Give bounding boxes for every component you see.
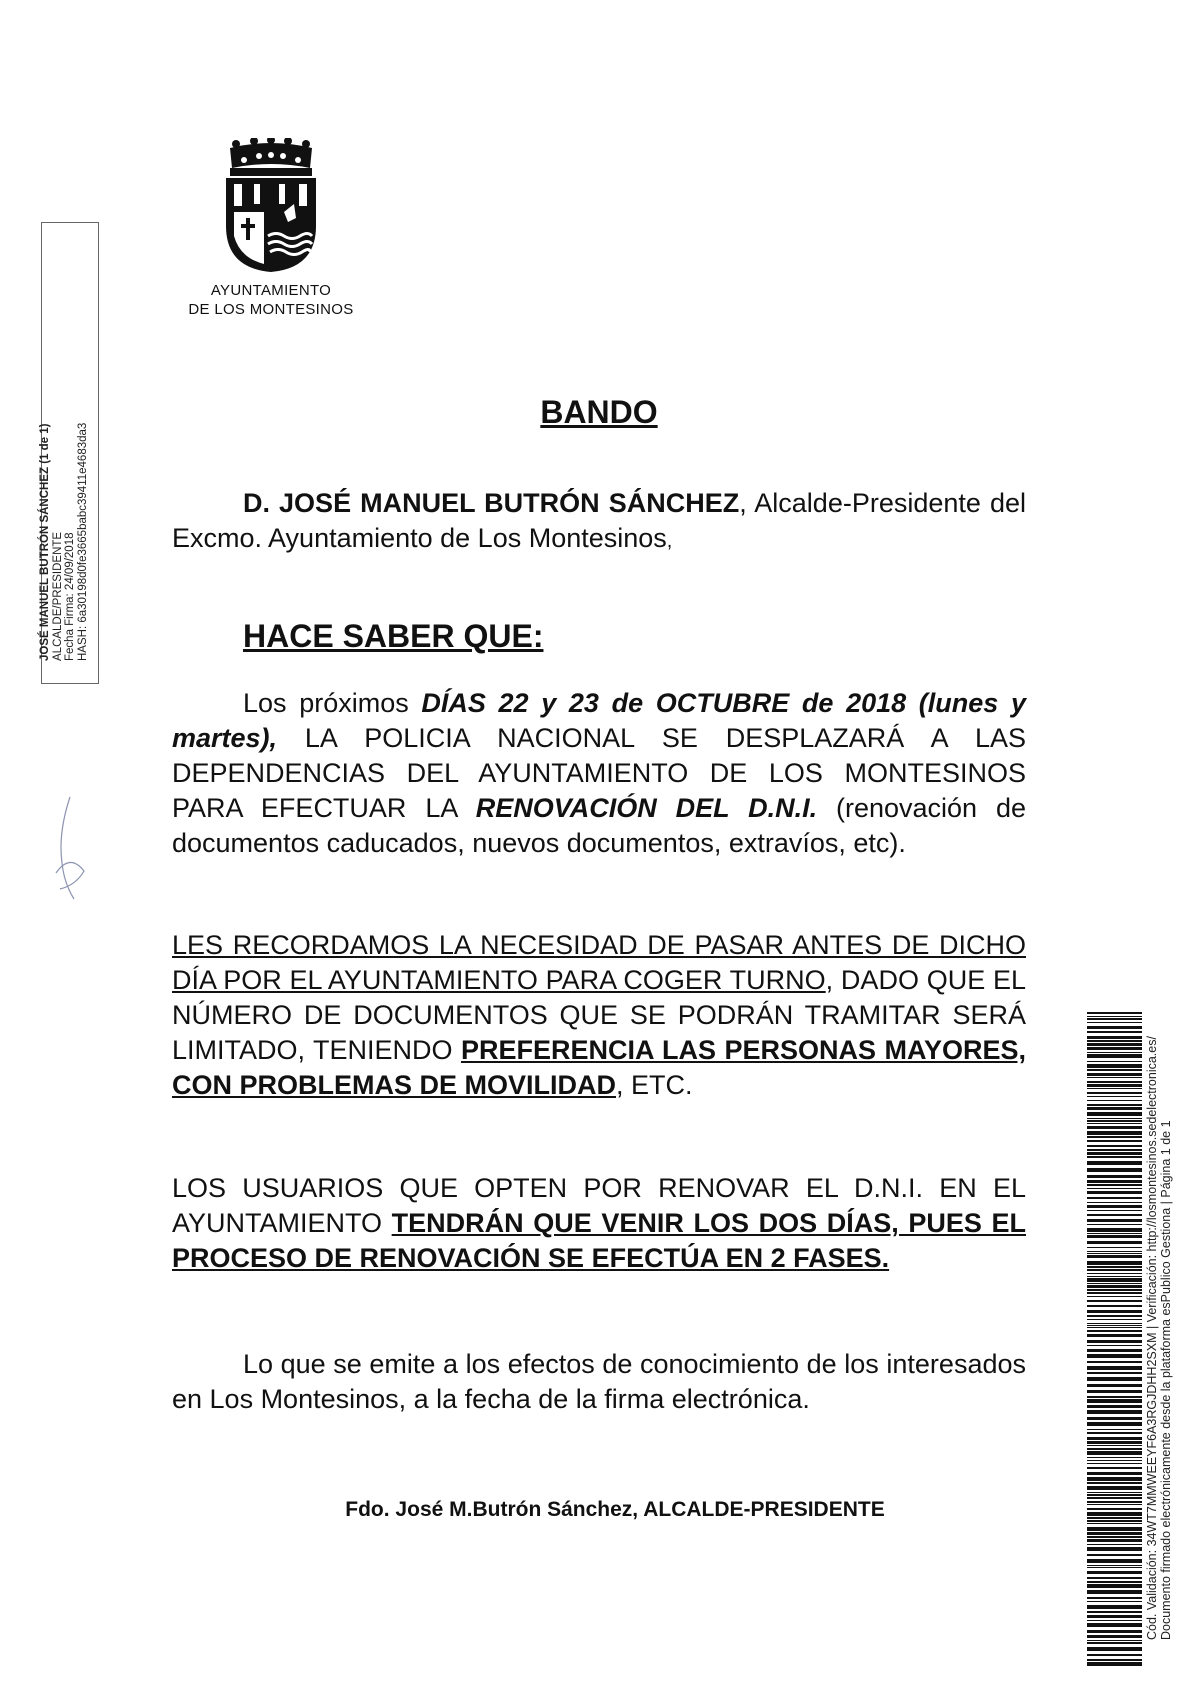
barcode-bar	[1087, 1662, 1142, 1666]
barcode-bar	[1087, 1405, 1142, 1408]
barcode-bar	[1087, 1261, 1142, 1265]
barcode-bar	[1087, 1492, 1142, 1493]
barcode-bar	[1087, 1396, 1142, 1398]
barcode-bar	[1087, 1448, 1142, 1450]
barcode-bar	[1087, 1451, 1142, 1455]
barcode-bar	[1087, 1191, 1142, 1194]
barcode-bar	[1087, 1390, 1142, 1393]
barcode-bar	[1087, 1536, 1142, 1538]
barcode-bar	[1087, 1100, 1142, 1101]
barcode-bar	[1087, 1340, 1142, 1343]
paragraph-issuer	[172, 486, 1026, 559]
barcode-bar	[1087, 1152, 1142, 1155]
barcode-bar	[1087, 1278, 1142, 1282]
barcode-bar	[1087, 1036, 1142, 1039]
barcode-bar	[1087, 1523, 1142, 1524]
barcode-bar	[1087, 1136, 1142, 1138]
barcode-bar	[1087, 1463, 1142, 1464]
barcode-bar	[1087, 1330, 1142, 1332]
barcode-bar	[1087, 1504, 1142, 1505]
barcode-bar	[1087, 1210, 1142, 1211]
barcode-bar	[1087, 1140, 1142, 1142]
barcode-bar	[1087, 1161, 1142, 1165]
barcode-bar	[1087, 1197, 1142, 1199]
barcode-bar	[1087, 1104, 1142, 1106]
barcode-bar	[1087, 1429, 1142, 1430]
barcode-bar	[1087, 1577, 1142, 1579]
barcode-bar	[1087, 1482, 1142, 1484]
barcode-bar	[1087, 1539, 1142, 1542]
section-heading: HACE SABER QUE:	[243, 618, 544, 654]
barcode-bar	[1087, 1366, 1142, 1370]
barcode-bar	[1087, 1554, 1142, 1556]
barcode-bar	[1087, 1532, 1142, 1535]
barcode-bar	[1087, 1460, 1142, 1461]
barcode-bar	[1087, 1296, 1142, 1297]
barcode-bar	[1087, 1289, 1142, 1291]
barcode-bar	[1087, 1064, 1142, 1068]
barcode-bar	[1087, 1512, 1142, 1516]
announcement-tail: (renovación de documentos caducados, nuevos documentos, extravíos, etc).	[172, 793, 1026, 858]
barcode-bar	[1087, 1310, 1142, 1313]
barcode-bar	[1087, 1180, 1142, 1183]
barcode-bar	[1087, 1517, 1142, 1519]
org-line-2: DE LOS MONTESINOS	[188, 301, 354, 318]
barcode-bar	[1087, 1026, 1142, 1029]
barcode-bar	[1087, 1590, 1142, 1594]
barcode-bar	[1087, 1088, 1142, 1089]
barcode-bar	[1087, 1251, 1142, 1252]
barcode-bar	[1087, 1601, 1142, 1602]
barcode-bar	[1087, 1253, 1142, 1254]
barcode-bar	[1087, 1377, 1142, 1381]
barcode-bar	[1087, 1092, 1142, 1094]
barcode-bar	[1087, 1647, 1142, 1651]
barcode-bar	[1087, 1486, 1142, 1490]
barcode-bar	[1087, 1410, 1142, 1414]
barcode-bar	[1087, 1571, 1142, 1574]
reminder-underlined: LES RECORDAMOS LA NECESIDAD DE PASAR ANTES DE DICHO DÍA POR EL AYUNTAMIENTO PARA COGER TURNO	[172, 930, 1026, 995]
barcode-bar	[1087, 1417, 1142, 1420]
barcode-bar	[1087, 1354, 1142, 1358]
barcode-bar	[1087, 1047, 1142, 1050]
reminder-tail: , ETC.	[616, 1070, 693, 1100]
barcode-bar	[1087, 1188, 1142, 1189]
barcode-bar	[1087, 1168, 1142, 1172]
barcode-bar	[1087, 1205, 1142, 1208]
barcode-bar	[1087, 1219, 1142, 1222]
barcode-bar	[1087, 1654, 1142, 1656]
validation-barcode	[1087, 1012, 1142, 1666]
barcode-bar	[1087, 1255, 1142, 1258]
stamp-hash: HASH: 6a30198d0fe3665babc39411e4683da3	[76, 422, 89, 661]
barcode-bar	[1087, 1520, 1142, 1522]
barcode-bar	[1087, 1184, 1142, 1186]
barcode-bar	[1087, 1235, 1142, 1238]
barcode-bar	[1087, 1118, 1142, 1119]
barcode-bar	[1087, 1241, 1142, 1244]
announcement-middle: LA POLICIA NACIONAL SE DESPLAZARÁ A LAS DEPENDENCIAS DEL AYUNTAMIENTO DE LOS MONTESINOS PARA EFECTUAR LA	[172, 723, 1026, 823]
barcode-bar	[1087, 1069, 1142, 1071]
barcode-bar	[1087, 1640, 1142, 1641]
barcode-bar	[1087, 1228, 1142, 1232]
barcode-bar	[1087, 1054, 1142, 1058]
barcode-bar	[1087, 1565, 1142, 1566]
validation-platform: Documento firmado electrónicamente desde la plataforma esPublico Gestiona | Página 1 de 1	[1159, 1120, 1173, 1640]
barcode-bar	[1087, 1659, 1142, 1661]
reminder-preference: PREFERENCIA LAS PERSONAS MAYORES, CON PROBLEMAS DE MOVILIDAD	[172, 1035, 1026, 1100]
barcode-bar	[1087, 1325, 1142, 1326]
barcode-bar	[1087, 1399, 1142, 1403]
barcode-bar	[1087, 1077, 1142, 1078]
barcode-bar	[1087, 1567, 1142, 1568]
barcode-bar	[1087, 1131, 1142, 1135]
barcode-bar	[1087, 1273, 1142, 1274]
barcode-bar	[1087, 1107, 1142, 1110]
org-line-1: AYUNTAMIENTO	[210, 282, 332, 299]
barcode-bar	[1087, 1319, 1142, 1320]
signature-line: Fdo. José M.Butrón Sánchez, ALCALDE-PRESIDENTE	[345, 1498, 885, 1521]
stamp-text	[39, 241, 89, 661]
barcode-bar	[1087, 1467, 1142, 1469]
stamp-date: Fecha Firma: 24/09/2018	[64, 532, 76, 661]
barcode-bar	[1087, 1472, 1142, 1475]
barcode-bar	[1087, 1615, 1142, 1618]
barcode-bar	[1087, 1620, 1142, 1621]
barcode-bar	[1087, 1527, 1142, 1531]
barcode-bar	[1087, 1422, 1142, 1426]
barcode-bar	[1087, 1040, 1142, 1042]
barcode-bar	[1087, 1269, 1142, 1271]
barcode-bar	[1087, 1581, 1142, 1583]
barcode-bar	[1087, 1605, 1142, 1609]
users-requirement: TENDRÁN QUE VENIR LOS DOS DÍAS, PUES EL PROCESO DE RENOVACIÓN SE EFECTÚA EN 2 FASES.	[172, 1208, 1026, 1273]
barcode-bar	[1087, 1156, 1142, 1158]
barcode-bar	[1087, 1323, 1142, 1324]
barcode-bar	[1087, 1477, 1142, 1481]
barcode-bar	[1087, 1642, 1142, 1644]
stamp-role: ALCALDE/PRESIDENTE	[51, 531, 64, 661]
barcode-bar	[1087, 1283, 1142, 1284]
issuer-comma: ,	[739, 488, 747, 518]
barcode-bar	[1087, 1061, 1142, 1062]
barcode-bar	[1087, 1334, 1142, 1337]
barcode-bar	[1087, 1501, 1142, 1503]
signature-stamp	[41, 222, 99, 684]
issuer-name: D. JOSÉ MANUEL BUTRÓN SÁNCHEZ	[243, 488, 740, 518]
barcode-bar	[1087, 1276, 1142, 1277]
document-title: BANDO	[540, 394, 658, 430]
barcode-bar	[1087, 1559, 1142, 1563]
reminder-middle: , DADO QUE EL NÚMERO DE DOCUMENTOS QUE SE PODRÁN TRAMITAR SERÁ LIMITADO, TENIENDO	[172, 965, 1026, 1065]
barcode-bar	[1087, 1305, 1142, 1307]
barcode-bar	[1087, 1584, 1142, 1588]
barcode-bar	[1087, 1494, 1142, 1496]
validation-text	[1145, 1000, 1173, 1640]
barcode-bar	[1087, 1233, 1142, 1234]
paragraph-closing	[172, 1347, 1026, 1417]
barcode-bar	[1087, 1084, 1142, 1087]
barcode-bar	[1087, 1508, 1142, 1510]
barcode-bar	[1087, 1327, 1142, 1328]
barcode-bar	[1087, 1123, 1142, 1124]
barcode-bar	[1087, 1457, 1142, 1458]
barcode-bar	[1087, 1623, 1142, 1627]
barcode-bar	[1087, 1018, 1142, 1020]
barcode-bar	[1087, 1432, 1142, 1434]
barcode-bar	[1087, 1544, 1142, 1545]
barcode-bar	[1087, 1445, 1142, 1446]
barcode-bar	[1087, 1224, 1142, 1225]
barcode-bar	[1087, 1052, 1142, 1053]
barcode-bar	[1087, 1315, 1142, 1317]
barcode-bar	[1087, 1497, 1142, 1499]
barcode-bar	[1087, 1345, 1142, 1346]
barcode-bar	[1087, 1016, 1142, 1017]
barcode-bar	[1087, 1266, 1142, 1268]
barcode-bar	[1087, 1384, 1142, 1387]
barcode-bar	[1087, 1372, 1142, 1374]
stamp-signer: JOSÉ MANUEL BUTRÓN SÁNCHEZ (1 de 1)	[39, 423, 51, 661]
barcode-bar	[1087, 1081, 1142, 1083]
barcode-bar	[1087, 1214, 1142, 1216]
barcode-bar	[1087, 1630, 1142, 1633]
barcode-bar	[1087, 1547, 1142, 1551]
barcode-bar	[1087, 1247, 1142, 1248]
barcode-bar	[1087, 1349, 1142, 1352]
users-lead: LOS USUARIOS QUE OPTEN POR RENOVAR EL D.N.I. EN EL AYUNTAMIENTO	[172, 1173, 1026, 1238]
closing-text: Lo que se emite a los efectos de conocimiento de los interesados en Los Montesinos, a la fecha de la firma electrónica.	[172, 1349, 1026, 1414]
barcode-bar	[1087, 1031, 1142, 1033]
barcode-bar	[1087, 1022, 1142, 1023]
barcode-bar	[1087, 1597, 1142, 1599]
barcode-bar	[1087, 1285, 1142, 1288]
barcode-bar	[1087, 1441, 1142, 1444]
barcode-bar	[1087, 1292, 1142, 1294]
barcode-bar	[1087, 1437, 1142, 1440]
barcode-bar	[1087, 1611, 1142, 1613]
barcode-bar	[1087, 1120, 1142, 1122]
barcode-bar	[1087, 1043, 1142, 1046]
barcode-bar	[1087, 1073, 1142, 1076]
barcode-bar	[1087, 1635, 1142, 1638]
handwritten-signature	[50, 793, 90, 903]
paragraph-announcement	[172, 686, 1026, 861]
paragraph-users	[172, 1171, 1026, 1276]
validation-code: Cód. Validación: 34WT7MMWEEYF6A3RGJDHH2SXM | Verificación: http://losmontesinos.sedelectronica.es/	[1145, 1036, 1159, 1640]
issuer-role: Alcalde-Presidente del Excmo. Ayuntamiento de Los Montesinos	[172, 488, 1026, 553]
announcement-dates: DÍAS 22 y 23 de OCTUBRE de 2018 (lunes y martes),	[172, 688, 1026, 753]
barcode-bar	[1087, 1145, 1142, 1147]
announcement-highlight: RENOVACIÓN DEL D.N.I.	[475, 793, 818, 823]
barcode-bar	[1087, 1149, 1142, 1151]
barcode-bar	[1087, 1126, 1142, 1129]
barcode-bar	[1087, 1096, 1142, 1097]
paragraph-reminder	[172, 928, 1026, 1103]
barcode-bar	[1087, 1202, 1142, 1203]
barcode-bar	[1087, 1012, 1142, 1014]
coat-of-arms-logo	[224, 138, 318, 274]
barcode-bar	[1087, 1112, 1142, 1116]
announcement-lead: Los próximos	[243, 688, 422, 718]
issuer-trail: ,	[666, 530, 673, 552]
barcode-bar	[1087, 1175, 1142, 1178]
barcode-bar	[1087, 1300, 1142, 1302]
organization-name	[160, 281, 382, 319]
barcode-bar	[1087, 1361, 1142, 1363]
